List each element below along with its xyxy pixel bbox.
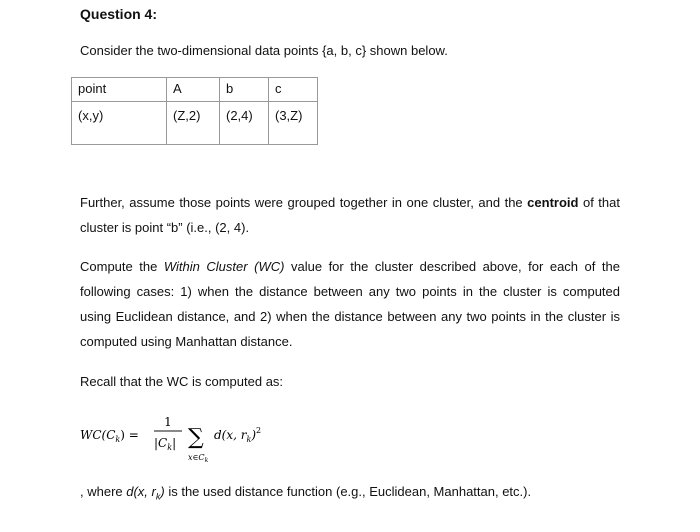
paragraph-recall: Recall that the WC is computed as: [80,374,284,389]
formula-numerator: 1 [164,415,172,429]
formula-lhs: $WC(C_k)$ = [80,428,139,444]
paragraph-centroid-part2: of that cluster is point “b” (i.e., (2, 4). [80,195,620,235]
header-cell-b: b [220,78,269,102]
wc-italic: Within Cluster (WC) [163,259,285,274]
row-cell-b: (2,4) [220,102,269,145]
distance-term: d(x, $r_k)^2$ [214,426,262,444]
footer-prefix: , where [80,484,127,499]
header-cell-a: A [167,78,220,102]
paragraph-centroid [80,190,620,240]
footer-func: d(x, $r_k$) [126,484,165,502]
row-cell-label: (x,y) [72,102,167,145]
paragraph-centroid-part1: Further, assume those points were grouped together in one cluster, and the [80,195,523,210]
paragraph-compute [80,254,620,354]
footer-note [80,479,531,510]
centroid-bold: centroid [527,195,579,210]
wc-formula [80,411,340,471]
paragraph-compute-part2: value for the cluster described above, for each of the following cases: 1) when the distance between any two points in the cluster is computed using Euclidean distance, and 2) when the distance between any two points in the cluster is computed using Manhattan distance. [80,259,620,349]
row-cell-c: (3,Z) [269,102,318,145]
data-points-table [71,77,318,145]
formula-denominator: $|C_k|$ [154,436,177,452]
header-cell-c: c [269,78,318,102]
intro-text: Consider the two-dimensional data points {a, b, c} shown below. [80,43,448,58]
sigma-subscript: $x\in C_k$ [188,453,209,464]
table-row [72,102,318,145]
footer-suffix: is the used distance function (e.g., Euclidean, Manhattan, etc.). [164,484,532,499]
paragraph-compute-part1: Compute the [80,259,164,274]
sigma-symbol: ∑ [188,425,204,450]
header-cell-point: point [72,78,167,102]
table-header-row [72,78,318,102]
row-cell-a: (Z,2) [167,102,220,145]
question-heading: Question 4: [80,6,158,22]
